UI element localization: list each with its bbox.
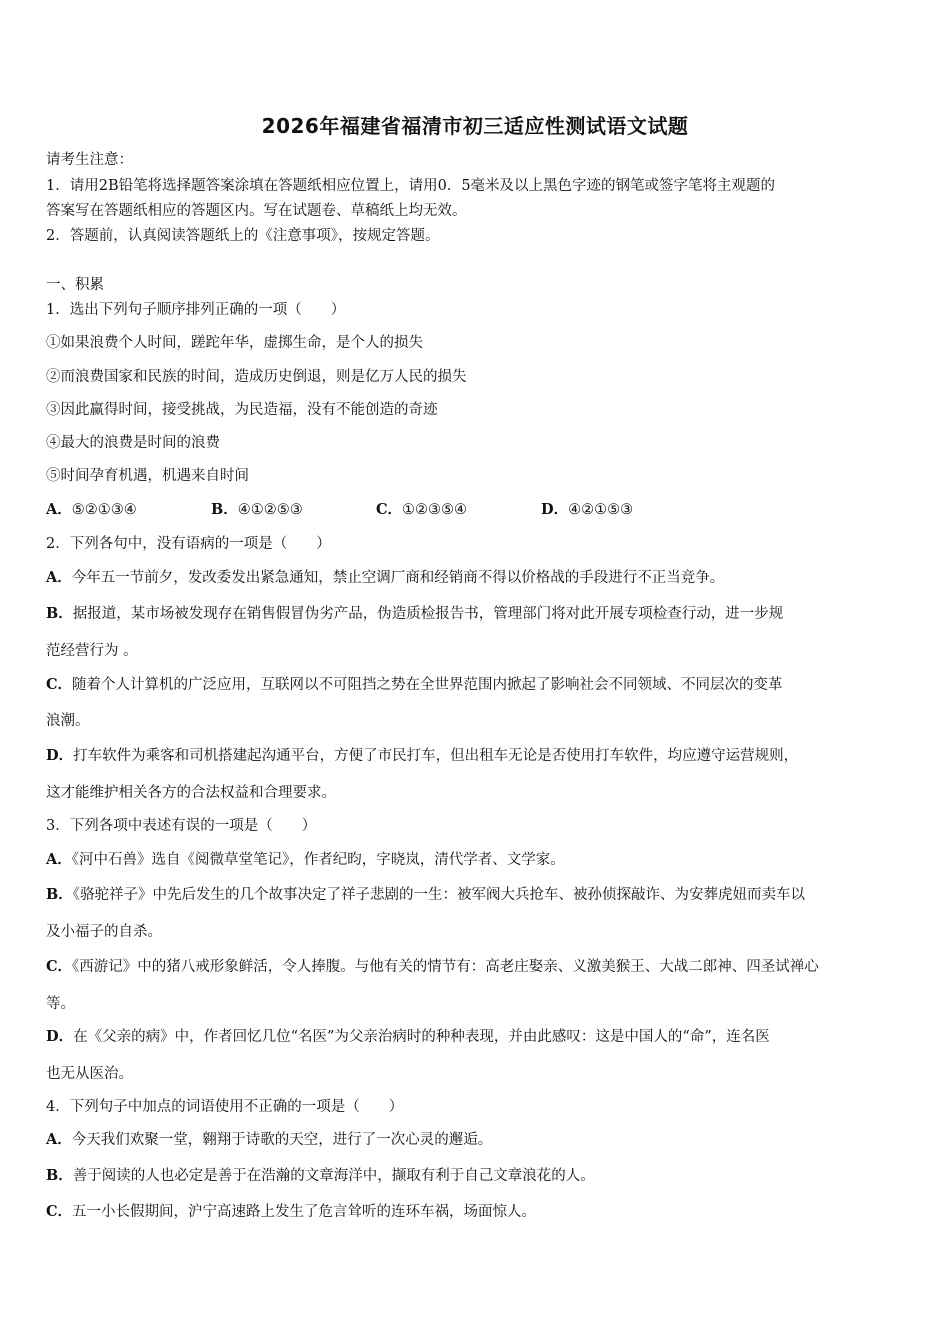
q1-option-c-text: ①②③⑤④ [402,502,468,518]
q4-option-b[interactable] [46,1166,595,1186]
q1-option-b-text: ④①②⑤③ [237,502,303,518]
notice-item-2: 2．答题前，认真阅读答题纸上的《注意事项》，按规定答题。 [46,228,440,244]
q3-option-a-text: 《河中石兽》选自《阅微草堂笔记》，作者纪昀，字晓岚，清代学者、文学家。 [71,852,565,868]
q3-option-c-label: C． [46,958,73,975]
q4-option-c-text: 五一小长假期间，沪宁高速路上发生了危言耸听的连环车祸，场面惊人。 [72,1204,537,1220]
q2-option-b-cont: 范经营行为 。 [46,643,138,659]
notice-item-1-line-2: 答案写在答题纸相应的答题区内。写在试题卷、草稿纸上均无效。 [46,203,467,219]
q1-option-c-label: C． [376,501,403,518]
q2-option-c-text-1: 随着个人计算机的广泛应用，互联网以不可阻挡之势在全世界范围内掀起了影响社会不同领域、不同层次的变革 [72,677,783,693]
q4-option-b-text: 善于阅读的人也必定是善于在浩瀚的文章海洋中，撷取有利于自己文章浪花的人。 [72,1168,595,1184]
q1-option-d[interactable] [541,500,633,520]
q2-option-b[interactable] [46,604,783,624]
q3-option-d-cont: 也无从医治。 [46,1066,133,1082]
q4-option-c-label: C． [46,1203,73,1220]
q3-option-b-text-1: 《骆驼祥子》中先后发生的几个故事决定了祥子悲剧的一生：被军阀大兵抢车、被孙侦探敲诈、为安葬虎妞而卖车以 [72,887,806,903]
q2-option-c-cont: 浪潮。 [46,713,90,729]
exam-title: 2026年福建省福清市初三适应性测试语文试题 [261,114,689,138]
q2-option-a-label: A． [46,569,72,586]
q1-sentence-3: ③因此赢得时间，接受挑战，为民造福，没有不能创造的奇迹 [46,402,438,418]
q2-option-c-label: C． [46,676,73,693]
q3-option-c[interactable] [46,957,819,977]
q2-option-c[interactable] [46,675,783,695]
q3-option-c-cont: 等。 [46,996,75,1012]
q1-option-a-label: A． [46,501,72,518]
q1-option-a-text: ⑤②①③④ [71,502,137,518]
q2-option-a[interactable] [46,568,724,588]
q4-option-a-label: A． [46,1131,72,1148]
q1-option-b-label: B． [211,501,238,518]
q1-stem: 1．选出下列句子顺序排列正确的一项（ ） [46,302,346,318]
q2-stem: 2．下列各句中，没有语病的一项是（ ） [46,536,331,552]
q2-option-d[interactable] [46,746,798,766]
q1-sentence-2: ②而浪费国家和民族的时间，造成历史倒退，则是亿万人民的损失 [46,369,467,385]
q1-option-b[interactable] [211,500,376,520]
q2-option-d-text-1: 打车软件为乘客和司机搭建起沟通平台，方便了市民打车，但出租车无论是否使用打车软件，均应遵守运营规则， [73,748,799,764]
q3-option-b-cont: 及小福子的自杀。 [46,924,162,940]
q1-option-a[interactable] [46,500,211,520]
q3-option-d-label: D． [46,1028,74,1045]
q2-option-a-text: 今年五一节前夕，发改委发出紧急通知，禁止空调厂商和经销商不得以价格战的手段进行不正当竞争。 [71,570,725,586]
q2-option-b-text-1: 据报道，某市场被发现存在销售假冒伪劣产品，伪造质检报告书，管理部门将对此开展专项检查行动，进一步规 [72,606,784,622]
q3-option-c-text-1: 《西游记》中的猪八戒形象鲜活，令人捧腹。与他有关的情节有：高老庄娶亲、义激美猴王、大战二郎神、四圣试禅心 [72,959,819,975]
q4-option-c[interactable] [46,1202,536,1222]
q4-option-a-text: 今天我们欢聚一堂，翱翔于诗歌的天空，进行了一次心灵的邂逅。 [71,1132,493,1148]
q3-option-a-label: A． [46,851,72,868]
q1-sentence-1: ①如果浪费个人时间，蹉跎年华，虚掷生命，是个人的损失 [46,335,423,351]
q3-option-d-text-1: 在《父亲的病》中，作者回忆几位“名医”为父亲治病时的种种表现，并由此感叹：这是中国人的“命”，连名医 [73,1029,770,1045]
q1-sentence-5: ⑤时间孕育机遇，机遇来自时间 [46,468,249,484]
q4-option-b-label: B． [46,1167,73,1184]
q3-option-d[interactable] [46,1027,770,1047]
q1-option-c[interactable] [376,500,541,520]
q2-option-d-label: D． [46,747,74,764]
q3-option-b[interactable] [46,885,805,905]
q2-option-d-cont: 这才能维护相关各方的合法权益和合理要求。 [46,785,336,801]
notice-header: 请考生注意： [46,152,133,168]
q2-option-b-label: B． [46,605,73,622]
q3-option-a[interactable] [46,850,565,870]
q1-option-d-text: ④②①⑤③ [568,502,634,518]
q4-option-a[interactable] [46,1130,492,1150]
q3-option-b-label: B． [46,886,73,903]
q1-sentence-4: ④最大的浪费是时间的浪费 [46,435,220,451]
q3-stem: 3．下列各项中表述有误的一项是（ ） [46,818,317,834]
q1-option-d-label: D． [541,501,569,518]
section-heading: 一、积累 [46,277,104,293]
notice-item-1-line-1: 1．请用2B铅笔将选择题答案涂填在答题纸相应位置上，请用0．5毫米及以上黑色字迹的钢笔或签字笔将主观题的 [46,178,776,194]
q4-stem: 4．下列句子中加点的词语使用不正确的一项是（ ） [46,1099,404,1115]
q1-options [46,500,633,520]
